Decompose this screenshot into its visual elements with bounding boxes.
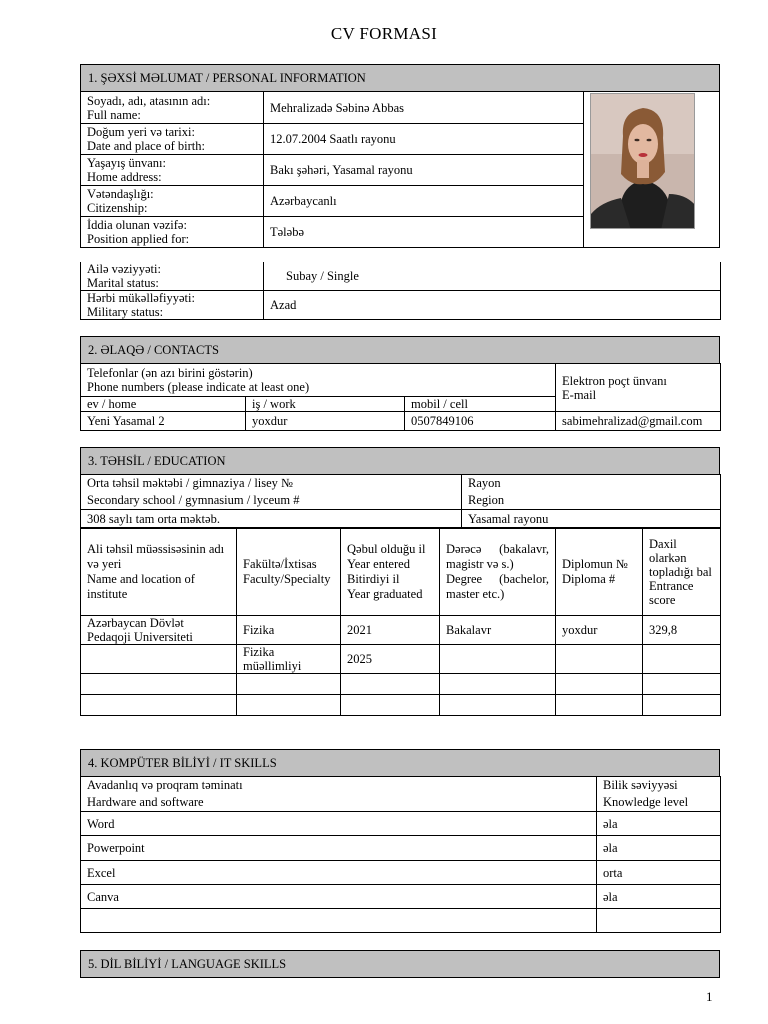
region-label: Rayon Region — [462, 475, 721, 510]
degree-cell — [440, 645, 556, 674]
section-heading-contacts: 2. ƏLAQƏ / CONTACTS — [80, 336, 720, 364]
personal-row — [81, 217, 584, 248]
table-row — [81, 861, 721, 885]
full-name-value: Mehralizadə Səbinə Abbas — [264, 92, 584, 124]
school-table — [80, 474, 721, 529]
year-header: Qəbul olduğu il Year entered Bitirdiyi il Year graduated — [341, 528, 440, 616]
software-name: Excel — [81, 861, 597, 885]
contacts-value-row — [81, 412, 721, 431]
empty-cell — [643, 695, 721, 716]
work-phone-label: iş / work — [246, 397, 405, 412]
mobile-phone-value: 0507849106 — [405, 412, 556, 431]
year-cell: 2021 — [341, 616, 440, 645]
table-row — [81, 674, 721, 695]
it-skills-table — [80, 776, 721, 933]
diploma-cell: yoxdur — [556, 616, 643, 645]
school-label: Orta təhsil məktəbi / gimnaziya / lisey № Secondary school / gymnasium / lyceum # — [81, 475, 462, 510]
empty-cell — [81, 909, 597, 933]
empty-cell — [597, 909, 721, 933]
profile-photo — [590, 93, 695, 229]
degree-header: Dərəcə (bakalavr, magistr və s.) Degree (bachelor, master etc.) — [440, 528, 556, 616]
personal-extra-table — [80, 262, 721, 320]
table-row — [81, 695, 721, 716]
school-value-row — [81, 510, 721, 529]
empty-cell — [237, 695, 341, 716]
address-value: Bakı şəhəri, Yasamal rayonu — [264, 155, 584, 186]
table-row — [81, 836, 721, 861]
home-phone-value: Yeni Yasamal 2 — [81, 412, 246, 431]
home-phone-label: ev / home — [81, 397, 246, 412]
military-value: Azad — [264, 291, 721, 320]
empty-cell — [440, 674, 556, 695]
phones-label: Telefonlar (ən azı birini göstərin) Phone numbers (please indicate at least one) — [81, 364, 556, 397]
section-heading-it-skills: 4. KOMPÜTER BİLİYİ / IT SKILLS — [80, 749, 720, 777]
faculty-cell: Fizika müəllimliyi — [237, 645, 341, 674]
marital-value: Subay / Single — [264, 262, 721, 291]
empty-cell — [556, 695, 643, 716]
score-cell: 329,8 — [643, 616, 721, 645]
university-table — [80, 527, 721, 716]
page-number: 1 — [706, 989, 713, 1004]
skill-level: əla — [597, 836, 721, 861]
university-header-row — [81, 528, 721, 616]
section-heading-languages: 5. DİL BİLİYİ / LANGUAGE SKILLS — [80, 950, 720, 978]
school-value: 308 saylı tam orta məktəb. — [81, 510, 462, 529]
hardware-label: Avadanlıq və proqram təminatı Hardware and software — [81, 777, 597, 812]
empty-cell — [81, 674, 237, 695]
field-label: Yaşayış ünvanı: Home address: — [81, 155, 264, 186]
score-cell — [643, 645, 721, 674]
contacts-label-row — [81, 364, 721, 397]
year-cell: 2025 — [341, 645, 440, 674]
field-label: Vətəndaşlığı: Citizenship: — [81, 186, 264, 217]
institute-cell: Azərbaycan Dövlət Pedaqoji Universiteti — [81, 616, 237, 645]
software-name: Powerpoint — [81, 836, 597, 861]
personal-row — [81, 92, 584, 124]
empty-cell — [643, 674, 721, 695]
faculty-cell: Fizika — [237, 616, 341, 645]
field-label: İddia olunan vəzifə: Position applied for: — [81, 217, 264, 248]
personal-row — [81, 262, 721, 291]
email-label: Elektron poçt ünvanı E-mail — [556, 364, 721, 412]
section-heading-education: 3. TƏHSİL / EDUCATION — [80, 447, 720, 475]
faculty-header: Fakültə/İxtisas Faculty/Specialty — [237, 528, 341, 616]
level-label: Bilik səviyyəsi Knowledge level — [597, 777, 721, 812]
personal-row — [81, 155, 584, 186]
software-name: Word — [81, 812, 597, 836]
personal-info-table — [80, 91, 584, 248]
birth-value: 12.07.2004 Saatlı rayonu — [264, 124, 584, 155]
person-photo-icon — [591, 94, 695, 229]
field-label: Doğum yeri və tarixi: Date and place of birth: — [81, 124, 264, 155]
field-label: Ailə vəziyyəti: Marital status: — [81, 262, 264, 291]
school-label-row — [81, 475, 721, 510]
score-header: Daxil olarkən topladığı bal Entrance score — [643, 528, 721, 616]
diploma-header: Diplomun № Diploma # — [556, 528, 643, 616]
table-row — [81, 885, 721, 909]
skill-level: əla — [597, 885, 721, 909]
citizenship-value: Azərbaycanlı — [264, 186, 584, 217]
page-title: CV FORMASI — [330, 24, 438, 43]
position-value: Tələbə — [264, 217, 584, 248]
software-name: Canva — [81, 885, 597, 909]
empty-cell — [341, 674, 440, 695]
table-row — [81, 645, 721, 674]
contacts-table — [80, 363, 721, 431]
email-value: sabimehralizad@gmail.com — [556, 412, 721, 431]
it-header-row — [81, 777, 721, 812]
degree-cell: Bakalavr — [440, 616, 556, 645]
personal-row — [81, 186, 584, 217]
field-label: Hərbi mükəlləfiyyəti: Military status: — [81, 291, 264, 320]
table-row — [81, 616, 721, 645]
table-row — [81, 909, 721, 933]
skill-level: orta — [597, 861, 721, 885]
diploma-cell — [556, 645, 643, 674]
work-phone-value: yoxdur — [246, 412, 405, 431]
institute-cell — [81, 645, 237, 674]
mobile-phone-label: mobil / cell — [405, 397, 556, 412]
skill-level: əla — [597, 812, 721, 836]
personal-row — [81, 124, 584, 155]
empty-cell — [81, 695, 237, 716]
region-value: Yasamal rayonu — [462, 510, 721, 529]
empty-cell — [556, 674, 643, 695]
empty-cell — [341, 695, 440, 716]
empty-cell — [237, 674, 341, 695]
personal-row — [81, 291, 721, 320]
institute-header: Ali təhsil müəssisəsinin adı və yeri Name and location of institute — [81, 528, 237, 616]
empty-cell — [440, 695, 556, 716]
table-row — [81, 812, 721, 836]
section-heading-personal: 1. ŞƏXSİ MƏLUMAT / PERSONAL INFORMATION — [80, 64, 720, 92]
field-label: Soyadı, adı, atasının adı: Full name: — [81, 92, 264, 124]
